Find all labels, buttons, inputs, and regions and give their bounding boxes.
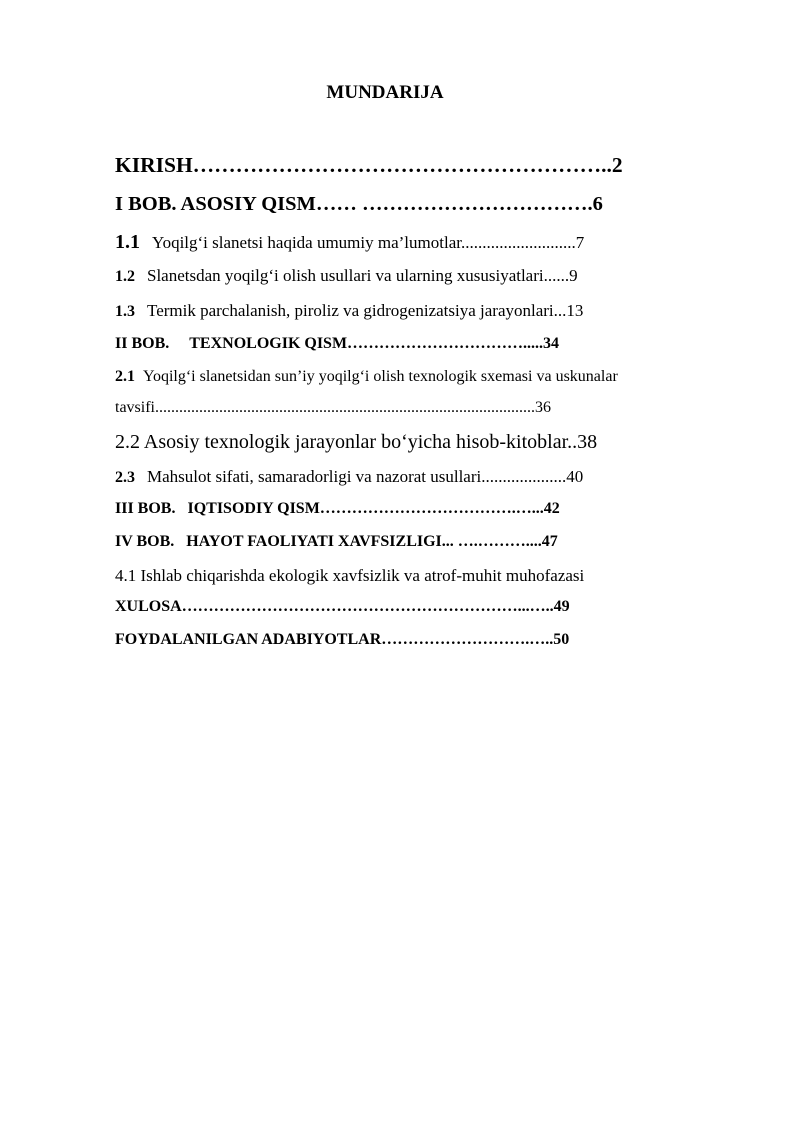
toc-entry-1-3: [115, 302, 583, 320]
toc-entry-text: XULOSA………………………………………………………...…..49: [115, 598, 570, 615]
toc-entry-2-1: [115, 369, 618, 385]
toc-entry-text: KIRISH…………………………………………………..2: [115, 153, 623, 177]
chapter-label: III BOB.: [115, 500, 176, 517]
toc-entry-chapter-2: [115, 336, 559, 352]
toc-entry-chapter-3: [115, 501, 560, 517]
toc-entry-chapter-1: [115, 194, 603, 215]
section-number: 1.1: [115, 231, 140, 253]
toc-entry-1-2: [115, 267, 578, 285]
section-number: 2.1: [115, 368, 135, 385]
toc-entry-text: FOYDALANILGAN ADABIYOTLAR……………………….…..50: [115, 631, 570, 648]
section-number: 1.2: [115, 268, 135, 285]
toc-entry-text: TEXNOLOGIK QISM…………………………….....34: [189, 335, 560, 352]
toc-entry-text: Slanetsdan yoqilg‘i olish usullari va ularning xususiyatlari......9: [147, 266, 578, 285]
toc-entry-text: Yoqilg‘i slanetsidan sun’iy yoqilg‘i olish texnologik sxemasi va uskunalar: [143, 368, 618, 385]
toc-entry-text: 2.2 Asosiy texnologik jarayonlar bo‘yicha hisob-kitoblar..38: [115, 431, 598, 453]
toc-entry-text: IQTISODIY QISM……………………………….…...42: [187, 500, 560, 517]
toc-entry-1-1: [115, 232, 584, 252]
section-number: 1.3: [115, 303, 135, 320]
toc-title: MUNDARIJA: [326, 82, 444, 103]
toc-entry-4-1: [115, 567, 584, 584]
chapter-label: IV BOB.: [115, 533, 175, 550]
toc-entry-text: tavsifi...............................................................................................36: [115, 399, 551, 416]
toc-entry-text: Mahsulot sifati, samaradorligi va nazorat usullari....................40: [147, 467, 584, 486]
section-number: 2.3: [115, 469, 135, 486]
toc-entry-text: 4.1 Ishlab chiqarishda ekologik xavfsizlik va atrof-muhit muhofazasi: [115, 566, 585, 585]
toc-entry-text: HAYOT FAOLIYATI XAVFSIZLIGI... ….………....47: [186, 533, 558, 550]
toc-entry-text: Yoqilg‘i slanetsi haqida umumiy ma’lumotlar...........................7: [152, 233, 585, 252]
toc-entry-2-3: [115, 468, 583, 486]
toc-entry-conclusion: [115, 599, 570, 615]
toc-entry-2-1-continued: [115, 400, 551, 416]
toc-entry-references: [115, 632, 569, 648]
toc-entry-chapter-4: [115, 534, 558, 550]
toc-entry-2-2: [115, 432, 597, 452]
toc-entry-text: I BOB. ASOSIY QISM…… …………………………….6: [115, 193, 603, 215]
toc-entry-text: Termik parchalanish, piroliz va gidrogenizatsiya jarayonlari...13: [147, 301, 584, 320]
toc-entry-kirish: [115, 155, 623, 177]
chapter-label: II BOB.: [115, 335, 170, 352]
